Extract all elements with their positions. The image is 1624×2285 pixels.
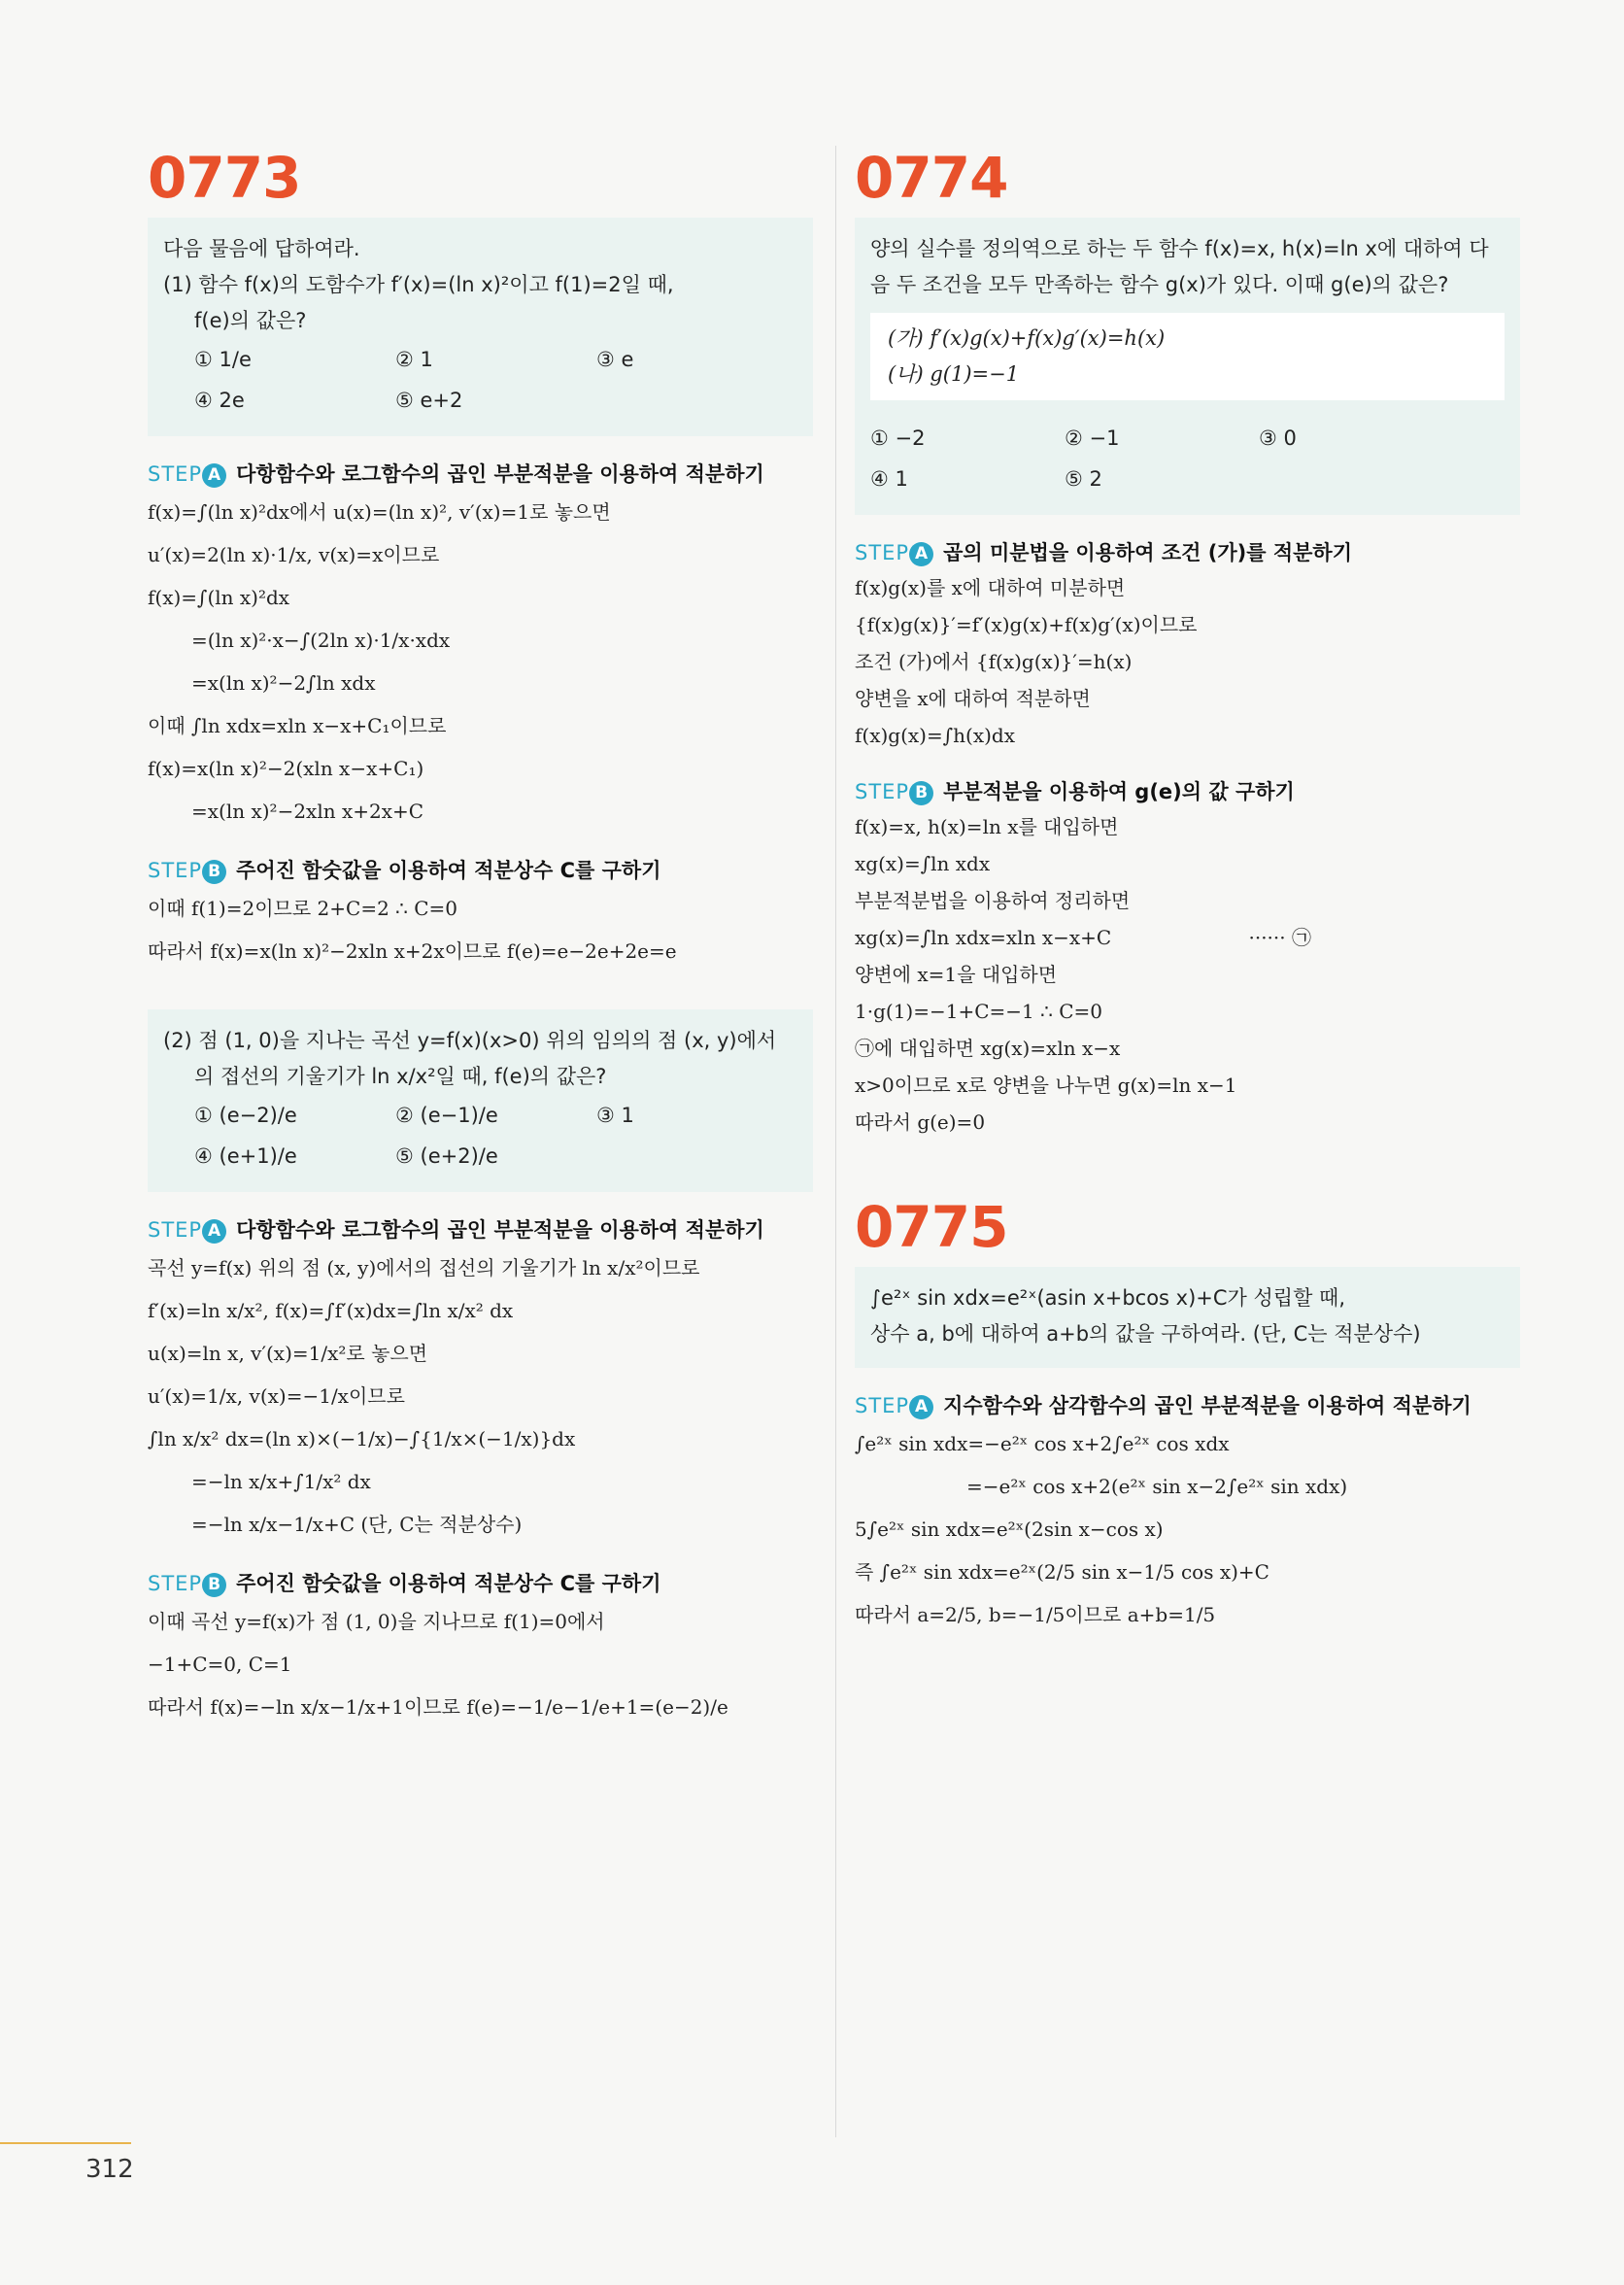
solution-line: ∫e²ˣ sin xdx=−e²ˣ cos x+2∫e²ˣ cos xdx xyxy=(855,1432,1230,1455)
step-title: 지수함수와 삼각함수의 곱인 부분적분을 이용하여 적분하기 xyxy=(943,1394,1472,1417)
step-title: 다항함수와 로그함수의 곱인 부분적분을 이용하여 적분하기 xyxy=(236,1218,764,1242)
solution-line: 양변에 x=1을 대입하면 xyxy=(855,963,1058,986)
question-text: (1) 함수 f(x)의 도함수가 f′(x)=(ln x)²이고 f(1)=2일 때, xyxy=(163,273,674,296)
page-number-rule xyxy=(0,2142,131,2144)
choice: ② −1 xyxy=(1065,426,1120,450)
solution-line xyxy=(855,919,1311,956)
step-label: STEP xyxy=(855,1394,910,1417)
problem-number: 0775 xyxy=(855,1194,1008,1260)
step-heading xyxy=(148,458,813,491)
step-label: STEP xyxy=(148,462,203,486)
solution xyxy=(855,1422,1520,1636)
solution-line: x>0이므로 x로 양변을 나누면 g(x)=ln x−1 xyxy=(855,1074,1237,1097)
problem-number: 0774 xyxy=(855,145,1008,211)
step-title: 부분적분을 이용하여 g(e)의 값 구하기 xyxy=(943,780,1295,803)
answer-choices xyxy=(163,1095,797,1177)
choice: ① (e−2)/e xyxy=(194,1104,297,1127)
solution-line: 따라서 a=2/5, b=−1/5이므로 a+b=1/5 xyxy=(855,1603,1216,1626)
problem-0775 xyxy=(855,1194,1520,1636)
question-text: 양의 실수를 정의역으로 하는 두 함수 f(x)=x, h(x)=ln x에 대하여 다 xyxy=(870,237,1489,260)
choice: ② 1 xyxy=(395,348,433,371)
choice: ⑤ 2 xyxy=(1065,467,1102,491)
solution-line: =(ln x)²·x−∫(2ln x)·1/x·xdx xyxy=(191,629,451,652)
conditions-box xyxy=(870,313,1505,400)
solution-line: 따라서 f(x)=−ln x/x−1/x+1이므로 f(e)=−1/e−1/e+1=(e−2)/e xyxy=(148,1695,728,1719)
step-title: 곱의 미분법을 이용하여 조건 (가)를 적분하기 xyxy=(943,541,1352,564)
solution-line: u′(x)=1/x, v(x)=−1/x이므로 xyxy=(148,1384,405,1408)
choice: ⑤ e+2 xyxy=(395,389,463,412)
condition: (나) g(1)=−1 xyxy=(888,362,1020,386)
step-label: STEP xyxy=(148,1572,203,1595)
question-box xyxy=(855,218,1520,515)
solution-line: f(x)=∫(ln x)²dx xyxy=(148,586,290,609)
solution-line: =x(ln x)²−2∫ln xdx xyxy=(191,671,376,695)
solution-line: =−ln x/x−1/x+C (단, C는 적분상수) xyxy=(191,1513,523,1536)
step-badge: A xyxy=(202,1219,226,1244)
step-heading xyxy=(855,775,1520,808)
problem-number: 0773 xyxy=(148,145,301,211)
solution-line: u(x)=ln x, v′(x)=1/x²로 놓으면 xyxy=(148,1342,428,1365)
solution-line: 곡선 y=f(x) 위의 점 (x, y)에서의 접선의 기울기가 ln x/x²이므로 xyxy=(148,1256,700,1279)
choice: ② (e−1)/e xyxy=(395,1104,498,1127)
solution-line: f(x)=x, h(x)=ln x를 대입하면 xyxy=(855,815,1119,838)
question-text: 상수 a, b에 대하여 a+b의 값을 구하여라. (단, C는 적분상수) xyxy=(870,1322,1421,1346)
solution-line: 따라서 f(x)=x(ln x)²−2xln x+2x이므로 f(e)=e−2e+2e=e xyxy=(148,939,677,963)
step-title: 주어진 함숫값을 이용하여 적분상수 C를 구하기 xyxy=(236,1572,661,1595)
solution-line: f(x)=x(ln x)²−2(xln x−x+C₁) xyxy=(148,757,424,780)
choice: ③ 0 xyxy=(1259,426,1297,450)
solution-text: xg(x)=∫ln xdx=xln x−x+C xyxy=(855,926,1112,949)
solution-line: 5∫e²ˣ sin xdx=e²ˣ(2sin x−cos x) xyxy=(855,1518,1164,1541)
step-label: STEP xyxy=(148,1218,203,1242)
solution-line: 따라서 g(e)=0 xyxy=(855,1110,986,1134)
step-heading xyxy=(855,1389,1520,1422)
step-badge: A xyxy=(909,542,933,566)
solution-line: 조건 (가)에서 {f(x)g(x)}′=h(x) xyxy=(855,650,1133,673)
step-title: 다항함수와 로그함수의 곱인 부분적분을 이용하여 적분하기 xyxy=(236,462,764,486)
solution-line: 1·g(1)=−1+C=−1 ∴ C=0 xyxy=(855,1000,1102,1023)
step-title: 주어진 함숫값을 이용하여 적분상수 C를 구하기 xyxy=(236,859,661,882)
solution-line: 이때 ∫ln xdx=xln x−x+C₁이므로 xyxy=(148,714,447,737)
step-heading xyxy=(148,1213,813,1246)
step-label: STEP xyxy=(855,780,910,803)
solution-line: −1+C=0, C=1 xyxy=(148,1653,292,1676)
step-heading xyxy=(855,536,1520,569)
step-badge: A xyxy=(202,463,226,488)
question-intro: 다음 물음에 답하여라. xyxy=(163,237,360,260)
solution-line: 즉 ∫e²ˣ sin xdx=e²ˣ(2/5 sin x−1/5 cos x)+C xyxy=(855,1560,1269,1584)
solution xyxy=(855,808,1520,1141)
question-box xyxy=(855,1267,1520,1368)
question-box-part1 xyxy=(148,218,813,436)
solution-line: {f(x)g(x)}′=f′(x)g(x)+f(x)g′(x)이므로 xyxy=(855,613,1198,636)
choice: ④ (e+1)/e xyxy=(194,1144,297,1168)
step-badge: B xyxy=(202,1573,226,1597)
solution xyxy=(148,491,813,833)
solution-line: =−ln x/x+∫1/x² dx xyxy=(191,1470,371,1493)
step-badge: A xyxy=(909,1395,933,1419)
question-text: ∫e²ˣ sin xdx=e²ˣ(asin x+bcos x)+C가 성립할 때, xyxy=(870,1286,1345,1310)
choice: ③ e xyxy=(596,348,634,371)
equation-mark: ······ ㉠ xyxy=(1248,926,1311,949)
answer-choices xyxy=(870,418,1505,499)
choice: ③ 1 xyxy=(596,1104,634,1127)
solution-line: 이때 곡선 y=f(x)가 점 (1, 0)을 지나므로 f(1)=0에서 xyxy=(148,1610,605,1633)
choice: ① −2 xyxy=(870,426,926,450)
solution xyxy=(148,887,813,972)
solution-line: xg(x)=∫ln xdx xyxy=(855,852,991,875)
solution-line: 이때 f(1)=2이므로 2+C=2 ∴ C=0 xyxy=(148,897,458,920)
solution-line: ㉠에 대입하면 xg(x)=xln x−x xyxy=(855,1037,1121,1060)
step-heading xyxy=(148,854,813,887)
solution-line: =x(ln x)²−2xln x+2x+C xyxy=(191,800,424,823)
choice: ④ 2e xyxy=(194,389,245,412)
problem-0773 xyxy=(148,146,813,1728)
step-label: STEP xyxy=(855,541,910,564)
page-number: 312 xyxy=(85,2155,134,2184)
right-column xyxy=(855,146,1520,1636)
question-text: f(e)의 값은? xyxy=(194,309,307,332)
question-text: 음 두 조건을 모두 만족하는 함수 g(x)가 있다. 이때 g(e)의 값은? xyxy=(870,273,1449,296)
condition: (가) f′(x)g(x)+f(x)g′(x)=h(x) xyxy=(888,326,1166,350)
choice: ⑤ (e+2)/e xyxy=(395,1144,498,1168)
solution-line: f(x)=∫(ln x)²dx에서 u(x)=(ln x)², v′(x)=1로 놓으면 xyxy=(148,500,611,524)
step-badge: B xyxy=(909,781,933,805)
question-text: (2) 점 (1, 0)을 지나는 곡선 y=f(x)(x>0) 위의 임의의 점 (x, y)에서 xyxy=(163,1029,777,1052)
solution-line: u′(x)=2(ln x)·1/x, v(x)=x이므로 xyxy=(148,543,440,566)
solution xyxy=(148,1600,813,1728)
question-box-part2 xyxy=(148,1009,813,1192)
solution-line: ∫ln x/x² dx=(ln x)×(−1/x)−∫{1/x×(−1/x)}dx xyxy=(148,1427,576,1450)
problem-0774 xyxy=(855,145,1520,1141)
answer-choices xyxy=(163,339,797,421)
solution-line: =−e²ˣ cos x+2(e²ˣ sin x−2∫e²ˣ sin xdx) xyxy=(966,1475,1348,1498)
step-heading xyxy=(148,1567,813,1600)
column-divider xyxy=(835,146,836,2137)
solution xyxy=(855,569,1520,754)
choice: ① 1/e xyxy=(194,348,252,371)
solution-line: 양변을 x에 대하여 적분하면 xyxy=(855,687,1091,710)
solution-line: 부분적분법을 이용하여 정리하면 xyxy=(855,889,1131,912)
step-label: STEP xyxy=(148,859,203,882)
choice: ④ 1 xyxy=(870,467,908,491)
solution-line: f(x)g(x)=∫h(x)dx xyxy=(855,724,1015,747)
solution-line: f(x)g(x)를 x에 대하여 미분하면 xyxy=(855,576,1126,599)
step-badge: B xyxy=(202,860,226,884)
question-text: 의 접선의 기울기가 ln x/x²일 때, f(e)의 값은? xyxy=(194,1065,607,1088)
solution xyxy=(148,1246,813,1546)
solution-line: f′(x)=ln x/x², f(x)=∫f′(x)dx=∫ln x/x² dx xyxy=(148,1299,514,1322)
